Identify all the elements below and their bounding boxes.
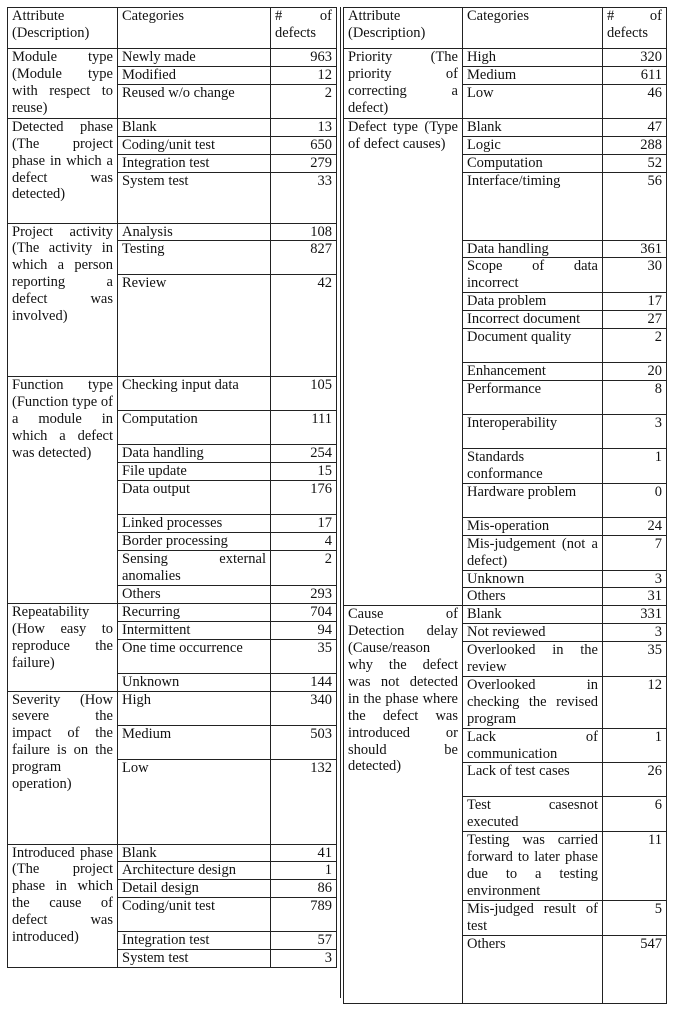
attribute-cell: Introduced phase (The project phase in which the cause of defect was introduced) [8,844,118,968]
header-count: # of defects [603,8,667,49]
header-count: # of defects [271,8,337,49]
defect-count-cell: 47 [603,118,667,136]
header-attribute: Attribute (Description) [8,8,118,49]
attribute-cell: Defect type (Type of defect causes) [344,118,463,606]
defect-count-cell: 132 [271,759,337,844]
category-cell: Newly made [118,49,271,67]
category-cell: Blank [463,118,603,136]
category-cell: Modified [118,66,271,84]
category-cell: Low [118,759,271,844]
category-cell: Coding/unit test [118,898,271,932]
defect-count-cell: 24 [603,517,667,535]
table-row [8,118,337,136]
table-row [8,691,337,725]
table-row [344,49,667,67]
category-cell: Scope of data incorrect [463,258,603,293]
defect-count-cell: 1 [271,862,337,880]
header-categories: Categories [463,8,603,49]
table-row [8,223,337,241]
category-cell: System test [118,172,271,223]
defect-count-cell: 611 [603,66,667,84]
category-cell: Document quality [463,329,603,363]
defect-count-cell: 827 [271,241,337,275]
attribute-cell: Module type (Module type with respect to reuse) [8,49,118,119]
category-cell: Medium [463,66,603,84]
category-cell: Data problem [463,293,603,311]
category-cell: Integration test [118,932,271,950]
defect-count-cell: 176 [271,481,337,515]
defect-count-cell: 35 [603,642,667,677]
category-cell: Testing [118,241,271,275]
defect-count-cell: 56 [603,172,667,240]
defect-count-cell: 30 [603,258,667,293]
defect-count-cell: 86 [271,880,337,898]
defect-count-cell: 1 [603,448,667,483]
right-table [343,7,667,1004]
left-table [7,7,337,968]
category-cell: Interoperability [463,414,603,448]
defect-count-cell: 3 [603,414,667,448]
defect-count-cell: 288 [603,136,667,154]
category-cell: Mis-judged result of test [463,900,603,935]
attribute-cell: Function type (Function type of a module in which a defect was detected) [8,377,118,603]
category-cell: Others [118,585,271,603]
header-row [344,8,667,49]
attribute-cell: Detected phase (The project phase in which a defect was detected) [8,118,118,223]
defect-count-cell: 5 [603,900,667,935]
table-row [344,606,667,624]
category-cell: Others [463,588,603,606]
defect-count-cell: 320 [603,49,667,67]
category-cell: Analysis [118,223,271,241]
category-cell: Recurring [118,603,271,621]
attribute-cell: Cause of Detection delay (Cause/reason why the defect was not detected in the phase where the defect was introduced or should be detected) [344,606,463,1003]
category-cell: Performance [463,380,603,414]
category-cell: File update [118,463,271,481]
defect-count-cell: 144 [271,673,337,691]
category-cell: Blank [463,606,603,624]
defect-count-cell: 46 [603,84,667,118]
defect-count-cell: 293 [271,585,337,603]
defect-count-cell: 17 [271,515,337,533]
table-row [8,844,337,862]
category-cell: Standards conformance [463,448,603,483]
left-table-half [7,7,337,968]
category-cell: Reused w/o change [118,84,271,118]
defect-count-cell: 254 [271,445,337,463]
defect-count-cell: 279 [271,154,337,172]
header-categories: Categories [118,8,271,49]
defect-count-cell: 57 [271,932,337,950]
defect-count-cell: 20 [603,363,667,381]
category-cell: Blank [118,118,271,136]
defect-count-cell: 12 [603,676,667,728]
category-cell: Blank [118,844,271,862]
defect-count-cell: 2 [271,551,337,586]
category-cell: Medium [118,725,271,759]
defect-count-cell: 650 [271,136,337,154]
category-cell: Interface/timing [463,172,603,240]
category-cell: Unknown [118,673,271,691]
attribute-cell: Repeatability (How easy to reproduce the failure) [8,603,118,691]
category-cell: Detail design [118,880,271,898]
table-row [344,118,667,136]
defect-count-cell: 4 [271,533,337,551]
attribute-cell: Priority (The priority of correcting a defect) [344,49,463,119]
defect-count-cell: 3 [603,570,667,588]
defect-count-cell: 26 [603,763,667,797]
defect-count-cell: 2 [603,329,667,363]
defect-count-cell: 105 [271,377,337,411]
defect-count-cell: 94 [271,621,337,639]
defect-count-cell: 503 [271,725,337,759]
defect-count-cell: 31 [603,588,667,606]
category-cell: Test casesnot executed [463,797,603,832]
category-cell: High [463,49,603,67]
category-cell: Overlooked in the review [463,642,603,677]
defect-count-cell: 8 [603,380,667,414]
defect-count-cell: 111 [271,411,337,445]
category-cell: Border processing [118,533,271,551]
category-cell: Computation [463,154,603,172]
category-cell: Low [463,84,603,118]
category-cell: Not reviewed [463,624,603,642]
category-cell: System test [118,950,271,968]
category-cell: Data handling [118,445,271,463]
category-cell: Incorrect document [463,311,603,329]
category-cell: Lack of test cases [463,763,603,797]
table-row [8,49,337,67]
defect-count-cell: 1 [603,728,667,763]
attribute-cell: Project activity (The activity in which a person reporting a defect was involved) [8,223,118,377]
defect-count-cell: 361 [603,240,667,258]
defect-count-cell: 33 [271,172,337,223]
defect-count-cell: 2 [271,84,337,118]
defect-count-cell: 108 [271,223,337,241]
defect-count-cell: 3 [603,624,667,642]
double-rule-divider [340,7,342,998]
defect-count-cell: 41 [271,844,337,862]
defect-count-cell: 42 [271,275,337,377]
category-cell: Data output [118,481,271,515]
defect-count-cell: 35 [271,639,337,673]
defect-count-cell: 6 [603,797,667,832]
defect-count-cell: 7 [603,535,667,570]
attribute-cell: Severity (How severe the impact of the failure is on the program operation) [8,691,118,844]
category-cell: Hardware problem [463,483,603,517]
table-row [8,377,337,411]
category-cell: Review [118,275,271,377]
category-cell: One time occurrence [118,639,271,673]
category-cell: Sensing external anomalies [118,551,271,586]
category-cell: Mis-operation [463,517,603,535]
table-row [8,603,337,621]
header-attribute: Attribute (Description) [344,8,463,49]
right-table-half [343,7,667,1004]
defect-count-cell: 15 [271,463,337,481]
category-cell: Testing was carried forward to later phase due to a testing environment [463,832,603,901]
category-cell: Overlooked in checking the revised program [463,676,603,728]
defect-count-cell: 52 [603,154,667,172]
category-cell: Lack of communication [463,728,603,763]
defect-count-cell: 331 [603,606,667,624]
defect-count-cell: 340 [271,691,337,725]
category-cell: Enhancement [463,363,603,381]
defect-count-cell: 11 [603,832,667,901]
category-cell: Data handling [463,240,603,258]
defect-count-cell: 13 [271,118,337,136]
category-cell: Logic [463,136,603,154]
defect-count-cell: 704 [271,603,337,621]
category-cell: Others [463,935,603,1003]
category-cell: Linked processes [118,515,271,533]
defect-count-cell: 963 [271,49,337,67]
category-cell: Checking input data [118,377,271,411]
category-cell: High [118,691,271,725]
defect-count-cell: 3 [271,950,337,968]
category-cell: Architecture design [118,862,271,880]
category-cell: Integration test [118,154,271,172]
defect-count-cell: 547 [603,935,667,1003]
defect-count-cell: 789 [271,898,337,932]
category-cell: Unknown [463,570,603,588]
category-cell: Computation [118,411,271,445]
header-row [8,8,337,49]
category-cell: Intermittent [118,621,271,639]
defect-count-cell: 17 [603,293,667,311]
category-cell: Coding/unit test [118,136,271,154]
category-cell: Mis-judgement (not a defect) [463,535,603,570]
defect-count-cell: 27 [603,311,667,329]
defect-count-cell: 12 [271,66,337,84]
defect-count-cell: 0 [603,483,667,517]
